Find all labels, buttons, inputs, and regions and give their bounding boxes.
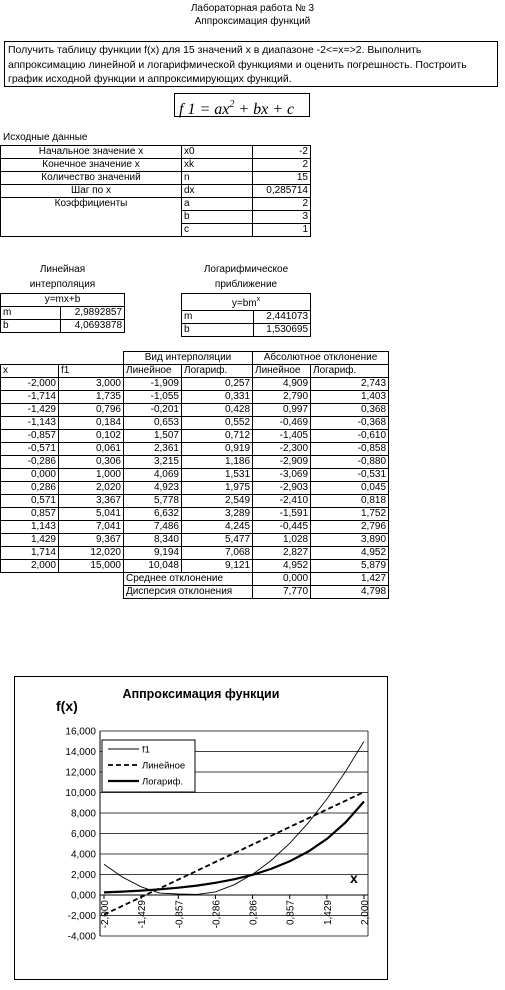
source-symbol: b bbox=[182, 211, 253, 224]
x-tick-label: 0,857 bbox=[285, 900, 297, 926]
table-cell: -3,069 bbox=[253, 469, 311, 482]
table-cell: 0,000 bbox=[1, 469, 59, 482]
log-formula-exp: x bbox=[256, 296, 261, 303]
table-cell: 2,020 bbox=[59, 482, 124, 495]
table-row bbox=[1, 378, 389, 391]
source-row bbox=[1, 159, 311, 172]
x-tick-label: -0,286 bbox=[211, 900, 223, 929]
table-cell: 9,194 bbox=[124, 547, 182, 560]
table-row bbox=[1, 443, 389, 456]
table-cell: -0,610 bbox=[311, 430, 389, 443]
log-m-val: 2,441073 bbox=[254, 311, 311, 324]
table-cell: -1,591 bbox=[253, 508, 311, 521]
empty-cell bbox=[59, 573, 124, 586]
summary-value-linear: 7,770 bbox=[253, 586, 311, 599]
table-cell: 0,331 bbox=[182, 391, 253, 404]
task-text: Получить таблицу функции f(x) для 15 значений x в диапазоне -2<=x=>2. Выполнить аппроксимацию линейной и логарифмической функциями и оценить погрешность. Построить график исходной функции и аппроксимирующих функций. bbox=[4, 41, 498, 87]
table-cell: 2,827 bbox=[253, 547, 311, 560]
table-row bbox=[1, 495, 389, 508]
table-cell: 0,184 bbox=[59, 417, 124, 430]
column-header: Логариф. bbox=[311, 365, 389, 378]
source-row bbox=[1, 224, 311, 237]
legend-label: Логариф. bbox=[142, 776, 184, 788]
source-table bbox=[0, 145, 311, 237]
linear-b-key: b bbox=[1, 320, 61, 333]
table-cell: 0,919 bbox=[182, 443, 253, 456]
table-cell: 4,069 bbox=[124, 469, 182, 482]
table-cell: -0,571 bbox=[1, 443, 59, 456]
table-cell: 1,531 bbox=[182, 469, 253, 482]
table-cell: 7,068 bbox=[182, 547, 253, 560]
y-tick-label: 8,000 bbox=[70, 808, 96, 820]
source-row bbox=[1, 172, 311, 185]
table-cell: 4,952 bbox=[253, 560, 311, 573]
table-cell: 6,632 bbox=[124, 508, 182, 521]
table-cell: 0,428 bbox=[182, 404, 253, 417]
source-label: Шаг по x bbox=[1, 185, 182, 198]
table-cell: 4,245 bbox=[182, 521, 253, 534]
source-value: 1 bbox=[253, 224, 311, 237]
table-cell: -0,857 bbox=[1, 430, 59, 443]
source-value: 0,285714 bbox=[253, 185, 311, 198]
table-cell: 0,653 bbox=[124, 417, 182, 430]
summary-value-linear: 0,000 bbox=[253, 573, 311, 586]
table-cell: 7,041 bbox=[59, 521, 124, 534]
source-symbol: c bbox=[182, 224, 253, 237]
summary-row bbox=[1, 573, 389, 586]
legend-label: Линейное bbox=[142, 760, 186, 772]
linear-title bbox=[0, 262, 125, 292]
table-cell: -2,909 bbox=[253, 456, 311, 469]
y-tick-label: 0,000 bbox=[70, 890, 96, 902]
group-interp: Вид интерполяции bbox=[124, 352, 253, 365]
y-tick-label: 10,000 bbox=[65, 788, 96, 799]
table-cell: 5,477 bbox=[182, 534, 253, 547]
table-cell: -0,445 bbox=[253, 521, 311, 534]
column-header: Логариф. bbox=[182, 365, 253, 378]
empty-cell bbox=[1, 352, 59, 365]
source-symbol: dx bbox=[182, 185, 253, 198]
table-cell: 1,429 bbox=[1, 534, 59, 547]
table-cell: 0,796 bbox=[59, 404, 124, 417]
table-cell: 1,028 bbox=[253, 534, 311, 547]
x-tick-label: 1,429 bbox=[322, 900, 334, 926]
table-cell: 1,403 bbox=[311, 391, 389, 404]
formula-lhs: f 1 bbox=[179, 101, 196, 118]
table-cell: 0,712 bbox=[182, 430, 253, 443]
table-cell: -0,201 bbox=[124, 404, 182, 417]
table-cell: 0,061 bbox=[59, 443, 124, 456]
summary-value-log: 1,427 bbox=[311, 573, 389, 586]
source-symbol: x0 bbox=[182, 146, 253, 159]
group-deviation: Абсолютное отклонение bbox=[253, 352, 389, 365]
table-cell: -2,300 bbox=[253, 443, 311, 456]
table-cell: -0,469 bbox=[253, 417, 311, 430]
table-row bbox=[1, 404, 389, 417]
x-axis-title: x bbox=[350, 870, 358, 886]
empty-cell bbox=[1, 573, 59, 586]
table-cell: -2,000 bbox=[1, 378, 59, 391]
x-tick-label: -1,429 bbox=[137, 900, 149, 929]
table-row bbox=[1, 482, 389, 495]
table-cell: 2,743 bbox=[311, 378, 389, 391]
source-symbol: xk bbox=[182, 159, 253, 172]
table-cell: 0,552 bbox=[182, 417, 253, 430]
series-line-Логариф. bbox=[104, 802, 364, 893]
source-symbol: a bbox=[182, 198, 253, 211]
table-cell: -1,405 bbox=[253, 430, 311, 443]
table-cell: 0,257 bbox=[182, 378, 253, 391]
table-cell: 0,571 bbox=[1, 495, 59, 508]
table-cell: -0,286 bbox=[1, 456, 59, 469]
formula-eq: = bbox=[199, 101, 211, 118]
source-label: Количество значений bbox=[1, 172, 182, 185]
table-cell: 1,735 bbox=[59, 391, 124, 404]
table-cell: -1,143 bbox=[1, 417, 59, 430]
table-cell: 2,361 bbox=[124, 443, 182, 456]
table-cell: -0,368 bbox=[311, 417, 389, 430]
linear-m-val: 2,9892857 bbox=[61, 307, 125, 320]
table-cell: -1,429 bbox=[1, 404, 59, 417]
source-row bbox=[1, 185, 311, 198]
log-m-key: m bbox=[182, 311, 254, 324]
table-row bbox=[1, 534, 389, 547]
table-cell: -2,410 bbox=[253, 495, 311, 508]
table-cell: -1,714 bbox=[1, 391, 59, 404]
formula bbox=[174, 93, 310, 117]
doc-title: Лабораторная работа № 3 bbox=[190, 3, 315, 14]
empty-cell bbox=[1, 586, 59, 599]
x-tick-label: 2,000 bbox=[360, 900, 371, 926]
y-axis-title: f(x) bbox=[56, 698, 78, 714]
log-formula: y=bm bbox=[231, 298, 257, 309]
table-row bbox=[1, 391, 389, 404]
column-header: Линейное bbox=[253, 365, 311, 378]
table-cell: -2,903 bbox=[253, 482, 311, 495]
table-cell: 0,368 bbox=[311, 404, 389, 417]
table-row bbox=[1, 560, 389, 573]
summary-label: Среднее отклонение bbox=[124, 573, 253, 586]
log-title-1: Логарифмическое bbox=[203, 264, 289, 275]
y-tick-label: 4,000 bbox=[70, 849, 96, 861]
source-row bbox=[1, 198, 311, 211]
x-tick-label: -0,857 bbox=[174, 900, 186, 929]
table-cell: 9,121 bbox=[182, 560, 253, 573]
table-cell: 4,923 bbox=[124, 482, 182, 495]
table-row bbox=[1, 547, 389, 560]
table-cell: 1,143 bbox=[1, 521, 59, 534]
table-row bbox=[1, 508, 389, 521]
column-header: x bbox=[1, 365, 59, 378]
y-tick-label: 14,000 bbox=[65, 747, 96, 758]
table-row bbox=[1, 469, 389, 482]
table-cell: 5,041 bbox=[59, 508, 124, 521]
column-header: f1 bbox=[59, 365, 124, 378]
y-tick-label: 2,000 bbox=[70, 870, 96, 881]
source-row bbox=[1, 211, 311, 224]
table-row bbox=[1, 521, 389, 534]
table-cell: -0,880 bbox=[311, 456, 389, 469]
source-value: 2 bbox=[253, 159, 311, 172]
table-row bbox=[1, 430, 389, 443]
log-title bbox=[181, 262, 311, 292]
results-table bbox=[0, 351, 389, 599]
table-cell: 2,790 bbox=[253, 391, 311, 404]
table-cell: 4,952 bbox=[311, 547, 389, 560]
linear-b-val: 4,0693878 bbox=[61, 320, 125, 333]
table-cell: 1,186 bbox=[182, 456, 253, 469]
table-row bbox=[1, 417, 389, 430]
chart-title: Аппроксимация функции bbox=[122, 687, 280, 701]
table-cell: 1,975 bbox=[182, 482, 253, 495]
log-formula-cell bbox=[182, 294, 311, 311]
source-label: Конечное значение x bbox=[1, 159, 182, 172]
x-tick-label: -2,000 bbox=[100, 900, 111, 929]
table-row bbox=[1, 456, 389, 469]
source-label bbox=[1, 211, 182, 224]
linear-table bbox=[0, 293, 125, 333]
series-line-Линейное bbox=[104, 792, 364, 915]
log-title-2: приближение bbox=[214, 279, 278, 290]
table-cell: 1,000 bbox=[59, 469, 124, 482]
table-cell: 3,289 bbox=[182, 508, 253, 521]
table-cell: 3,367 bbox=[59, 495, 124, 508]
column-header: Линейное bbox=[124, 365, 182, 378]
table-cell: -1,909 bbox=[124, 378, 182, 391]
linear-m-key: m bbox=[1, 307, 61, 320]
source-title: Исходные данные bbox=[3, 132, 88, 143]
table-cell: 15,000 bbox=[59, 560, 124, 573]
table-cell: 5,778 bbox=[124, 495, 182, 508]
table-cell: 8,340 bbox=[124, 534, 182, 547]
table-cell: 2,796 bbox=[311, 521, 389, 534]
table-cell: 10,048 bbox=[124, 560, 182, 573]
log-table bbox=[181, 293, 311, 337]
y-tick-label: -2,000 bbox=[67, 911, 96, 922]
y-tick-label: 16,000 bbox=[65, 726, 96, 738]
table-cell: 0,306 bbox=[59, 456, 124, 469]
table-cell: 3,890 bbox=[311, 534, 389, 547]
source-value: 2 bbox=[253, 198, 311, 211]
table-cell: 2,000 bbox=[1, 560, 59, 573]
source-label: Коэффициенты bbox=[1, 198, 182, 211]
table-cell: -1,055 bbox=[124, 391, 182, 404]
table-cell: 0,857 bbox=[1, 508, 59, 521]
y-tick-label: 6,000 bbox=[70, 829, 96, 840]
source-value: 15 bbox=[253, 172, 311, 185]
y-tick-label: -4,000 bbox=[67, 931, 96, 943]
table-cell: -0,858 bbox=[311, 443, 389, 456]
empty-cell bbox=[59, 586, 124, 599]
source-value: -2 bbox=[253, 146, 311, 159]
chart-area bbox=[14, 676, 388, 980]
table-cell: 3,000 bbox=[59, 378, 124, 391]
table-cell: 9,367 bbox=[59, 534, 124, 547]
linear-title-1: Линейная bbox=[39, 264, 86, 275]
summary-label: Дисперсия отклонения bbox=[124, 586, 253, 599]
table-cell: 1,752 bbox=[311, 508, 389, 521]
summary-value-log: 4,798 bbox=[311, 586, 389, 599]
table-cell: 2,549 bbox=[182, 495, 253, 508]
source-value: 3 bbox=[253, 211, 311, 224]
source-symbol: n bbox=[182, 172, 253, 185]
empty-cell bbox=[59, 352, 124, 365]
table-cell: 3,215 bbox=[124, 456, 182, 469]
source-label bbox=[1, 224, 182, 237]
table-cell: 4,909 bbox=[253, 378, 311, 391]
chart-svg bbox=[15, 677, 387, 979]
log-b-key: b bbox=[182, 324, 254, 337]
summary-row bbox=[1, 586, 389, 599]
linear-title-2: интерполяция bbox=[29, 279, 96, 290]
table-cell: 0,818 bbox=[311, 495, 389, 508]
table-cell: 12,020 bbox=[59, 547, 124, 560]
table-cell: -0,531 bbox=[311, 469, 389, 482]
table-cell: 1,507 bbox=[124, 430, 182, 443]
table-cell: 0,997 bbox=[253, 404, 311, 417]
table-cell: 0,045 bbox=[311, 482, 389, 495]
doc-subtitle: Аппроксимация функций bbox=[194, 16, 311, 27]
y-tick-label: 12,000 bbox=[65, 767, 96, 779]
formula-exp: 2 bbox=[229, 99, 235, 110]
table-cell: 0,286 bbox=[1, 482, 59, 495]
legend-label: f1 bbox=[142, 744, 150, 756]
table-cell: 0,102 bbox=[59, 430, 124, 443]
log-b-val: 1,530695 bbox=[254, 324, 311, 337]
table-cell: 7,486 bbox=[124, 521, 182, 534]
formula-rest: + bx + c bbox=[238, 101, 295, 118]
table-cell: 1,714 bbox=[1, 547, 59, 560]
source-row bbox=[1, 146, 311, 159]
source-label: Начальное значение x bbox=[1, 146, 182, 159]
x-tick-label: 0,286 bbox=[248, 900, 260, 926]
linear-formula: y=mx+b bbox=[1, 294, 125, 307]
table-cell: 5,879 bbox=[311, 560, 389, 573]
formula-a: ax bbox=[214, 101, 230, 118]
